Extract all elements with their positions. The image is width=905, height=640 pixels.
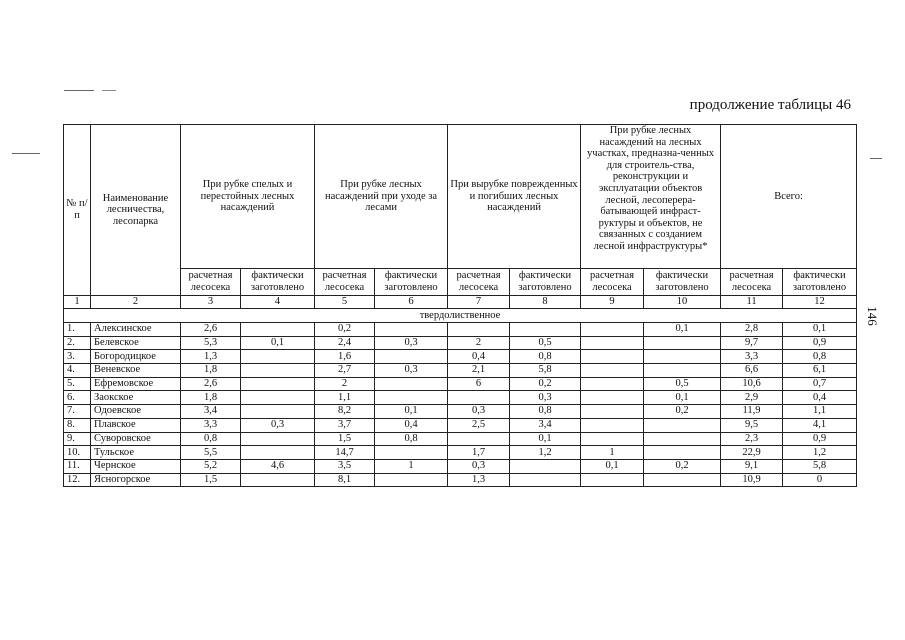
- value-cell: 6,1: [783, 364, 857, 378]
- value-cell: [448, 323, 510, 337]
- header-sub-fact: фактически заготовлено: [783, 269, 857, 296]
- value-cell: 11,9: [721, 405, 783, 419]
- table-row: [64, 459, 857, 473]
- value-cell: 0,3: [375, 336, 448, 350]
- value-cell: [644, 473, 721, 487]
- value-cell: 0,1: [644, 391, 721, 405]
- value-cell: 6: [448, 377, 510, 391]
- value-cell: 0: [783, 473, 857, 487]
- value-cell: 0,3: [510, 391, 581, 405]
- value-cell: [241, 446, 315, 460]
- value-cell: 2,5: [448, 418, 510, 432]
- row-number: 7.: [64, 405, 91, 419]
- value-cell: 1,1: [315, 391, 375, 405]
- value-cell: [241, 350, 315, 364]
- value-cell: 2,1: [448, 364, 510, 378]
- row-number: 3.: [64, 350, 91, 364]
- forestry-name: Плавское: [91, 418, 181, 432]
- value-cell: 0,3: [375, 364, 448, 378]
- table-continuation-caption: продолжение таблицы 46: [689, 97, 851, 113]
- row-number: 12.: [64, 473, 91, 487]
- value-cell: [241, 473, 315, 487]
- value-cell: [581, 377, 644, 391]
- forestry-name: Белевское: [91, 336, 181, 350]
- value-cell: 0,8: [510, 350, 581, 364]
- value-cell: 3,3: [721, 350, 783, 364]
- value-cell: [581, 350, 644, 364]
- row-number: 9.: [64, 432, 91, 446]
- scan-mark: [64, 90, 94, 91]
- table-row: [64, 432, 857, 446]
- scan-mark: [12, 153, 40, 154]
- value-cell: [241, 377, 315, 391]
- forestry-name: Чернское: [91, 459, 181, 473]
- column-number: 5: [315, 296, 375, 309]
- row-number: 4.: [64, 364, 91, 378]
- row-number: 10.: [64, 446, 91, 460]
- value-cell: [644, 350, 721, 364]
- value-cell: 1,6: [315, 350, 375, 364]
- value-cell: 5,8: [783, 459, 857, 473]
- value-cell: 1,2: [510, 446, 581, 460]
- value-cell: 1,2: [783, 446, 857, 460]
- value-cell: [241, 432, 315, 446]
- value-cell: 0,5: [644, 377, 721, 391]
- value-cell: 0,9: [783, 432, 857, 446]
- column-number: 2: [91, 296, 181, 309]
- forestry-name: Заокское: [91, 391, 181, 405]
- value-cell: 0,2: [510, 377, 581, 391]
- value-cell: 2,3: [721, 432, 783, 446]
- row-number: 6.: [64, 391, 91, 405]
- header-sub-calc: расчетная лесосека: [581, 269, 644, 296]
- value-cell: 8,1: [315, 473, 375, 487]
- row-number: 5.: [64, 377, 91, 391]
- forestry-name: Тульское: [91, 446, 181, 460]
- value-cell: [241, 323, 315, 337]
- value-cell: [644, 446, 721, 460]
- value-cell: 2,8: [721, 323, 783, 337]
- value-cell: 9,1: [721, 459, 783, 473]
- value-cell: 3,4: [510, 418, 581, 432]
- value-cell: 3,5: [315, 459, 375, 473]
- value-cell: [644, 364, 721, 378]
- value-cell: [241, 364, 315, 378]
- header-sub-calc: расчетная лесосека: [315, 269, 375, 296]
- table-row: [64, 418, 857, 432]
- value-cell: 0,1: [375, 405, 448, 419]
- value-cell: [241, 391, 315, 405]
- header-sub-fact: фактически заготовлено: [510, 269, 581, 296]
- value-cell: 1,8: [181, 364, 241, 378]
- value-cell: [644, 432, 721, 446]
- value-cell: 1,5: [315, 432, 375, 446]
- value-cell: 3,4: [181, 405, 241, 419]
- value-cell: 14,7: [315, 446, 375, 460]
- value-cell: [581, 418, 644, 432]
- table-row: [64, 323, 857, 337]
- value-cell: [375, 473, 448, 487]
- value-cell: 10,6: [721, 377, 783, 391]
- forestry-name: Ясногорское: [91, 473, 181, 487]
- harvest-table: [63, 124, 857, 487]
- row-number: 2.: [64, 336, 91, 350]
- value-cell: 6,6: [721, 364, 783, 378]
- value-cell: 2,4: [315, 336, 375, 350]
- value-cell: 0,1: [581, 459, 644, 473]
- table-row: [64, 377, 857, 391]
- value-cell: 1,7: [448, 446, 510, 460]
- value-cell: [644, 336, 721, 350]
- column-number: 11: [721, 296, 783, 309]
- value-cell: [241, 405, 315, 419]
- value-cell: 2: [448, 336, 510, 350]
- header-name: Наименование лесничества, лесопарка: [91, 125, 181, 296]
- table-row: [64, 350, 857, 364]
- value-cell: 5,2: [181, 459, 241, 473]
- value-cell: [581, 323, 644, 337]
- value-cell: 5,5: [181, 446, 241, 460]
- page-number: 146: [864, 306, 880, 326]
- forestry-name: Алексинское: [91, 323, 181, 337]
- value-cell: 8,2: [315, 405, 375, 419]
- scan-mark: [870, 158, 882, 159]
- header-group-mature: При рубке спелых и перестойных лесных насаждений: [181, 125, 315, 269]
- forestry-name: Одоевское: [91, 405, 181, 419]
- value-cell: 1,3: [181, 350, 241, 364]
- value-cell: [375, 350, 448, 364]
- value-cell: 1,5: [181, 473, 241, 487]
- table-row: [64, 446, 857, 460]
- value-cell: 10,9: [721, 473, 783, 487]
- value-cell: 0,1: [510, 432, 581, 446]
- forestry-name: Суворовское: [91, 432, 181, 446]
- section-row: [64, 309, 857, 323]
- value-cell: 0,3: [448, 405, 510, 419]
- header-sub-fact: фактически заготовлено: [241, 269, 315, 296]
- value-cell: 1,8: [181, 391, 241, 405]
- scan-mark: [102, 90, 116, 91]
- value-cell: [375, 446, 448, 460]
- value-cell: 5,8: [510, 364, 581, 378]
- value-cell: 0,8: [510, 405, 581, 419]
- value-cell: 0,4: [448, 350, 510, 364]
- value-cell: 3,7: [315, 418, 375, 432]
- column-number: 10: [644, 296, 721, 309]
- value-cell: 1,3: [448, 473, 510, 487]
- value-cell: [644, 418, 721, 432]
- value-cell: [581, 364, 644, 378]
- section-title: твердолиственное: [64, 309, 857, 323]
- forestry-name: Веневское: [91, 364, 181, 378]
- value-cell: 0,5: [510, 336, 581, 350]
- value-cell: 4,6: [241, 459, 315, 473]
- header-sub-calc: расчетная лесосека: [181, 269, 241, 296]
- column-number: 12: [783, 296, 857, 309]
- column-number: 1: [64, 296, 91, 309]
- value-cell: 2: [315, 377, 375, 391]
- value-cell: 0,9: [783, 336, 857, 350]
- table-row: [64, 405, 857, 419]
- value-cell: 2,7: [315, 364, 375, 378]
- value-cell: [581, 432, 644, 446]
- header-sub-calc: расчетная лесосека: [448, 269, 510, 296]
- forestry-name: Богородицкое: [91, 350, 181, 364]
- value-cell: 22,9: [721, 446, 783, 460]
- header-row-sub: [64, 269, 857, 296]
- value-cell: [581, 473, 644, 487]
- value-cell: 0,8: [783, 350, 857, 364]
- table-row: [64, 391, 857, 405]
- value-cell: 0,1: [783, 323, 857, 337]
- value-cell: 2,9: [721, 391, 783, 405]
- row-number: 1.: [64, 323, 91, 337]
- value-cell: 1: [375, 459, 448, 473]
- value-cell: 0,8: [375, 432, 448, 446]
- value-cell: 0,2: [644, 459, 721, 473]
- value-cell: 0,4: [783, 391, 857, 405]
- column-number: 4: [241, 296, 315, 309]
- value-cell: 0,3: [448, 459, 510, 473]
- header-group-care: При рубке лесных насаждений при уходе за лесами: [315, 125, 448, 269]
- header-sub-fact: фактически заготовлено: [644, 269, 721, 296]
- header-row-groups: [64, 125, 857, 269]
- value-cell: [581, 391, 644, 405]
- row-number: 8.: [64, 418, 91, 432]
- value-cell: 0,2: [315, 323, 375, 337]
- header-number: № п/п: [64, 125, 91, 296]
- table-row: [64, 473, 857, 487]
- header-row-numbers: [64, 296, 857, 309]
- column-number: 7: [448, 296, 510, 309]
- value-cell: 1: [581, 446, 644, 460]
- value-cell: 1,1: [783, 405, 857, 419]
- value-cell: 3,3: [181, 418, 241, 432]
- value-cell: 2,6: [181, 377, 241, 391]
- value-cell: [581, 405, 644, 419]
- value-cell: 5,3: [181, 336, 241, 350]
- column-number: 9: [581, 296, 644, 309]
- value-cell: [375, 377, 448, 391]
- header-group-damaged: При вырубке поврежденных и погибших лесных насаждений: [448, 125, 581, 269]
- header-group-infrastructure: При рубке лесных насаждений на лесных участках, предназна-ченных для строитель-ства, реконструкции и эксплуатации объектов лесной, лесоперера-батывающей инфраст-руктуры и объектов, не связанных с созданием лесной инфраструктуры*: [581, 125, 721, 269]
- value-cell: [510, 323, 581, 337]
- value-cell: 9,5: [721, 418, 783, 432]
- value-cell: 0,7: [783, 377, 857, 391]
- table-row: [64, 336, 857, 350]
- value-cell: 9,7: [721, 336, 783, 350]
- row-number: 11.: [64, 459, 91, 473]
- value-cell: [510, 459, 581, 473]
- value-cell: 2,6: [181, 323, 241, 337]
- value-cell: 4,1: [783, 418, 857, 432]
- header-group-total: Всего:: [721, 125, 857, 269]
- column-number: 3: [181, 296, 241, 309]
- value-cell: [581, 336, 644, 350]
- forestry-name: Ефремовское: [91, 377, 181, 391]
- value-cell: 0,8: [181, 432, 241, 446]
- header-sub-fact: фактически заготовлено: [375, 269, 448, 296]
- value-cell: [510, 473, 581, 487]
- value-cell: 0,3: [241, 418, 315, 432]
- value-cell: [375, 391, 448, 405]
- header-sub-calc: расчетная лесосека: [721, 269, 783, 296]
- value-cell: [448, 432, 510, 446]
- table-row: [64, 364, 857, 378]
- value-cell: [448, 391, 510, 405]
- value-cell: 0,1: [241, 336, 315, 350]
- value-cell: 0,2: [644, 405, 721, 419]
- value-cell: [375, 323, 448, 337]
- value-cell: 0,1: [644, 323, 721, 337]
- column-number: 8: [510, 296, 581, 309]
- value-cell: 0,4: [375, 418, 448, 432]
- column-number: 6: [375, 296, 448, 309]
